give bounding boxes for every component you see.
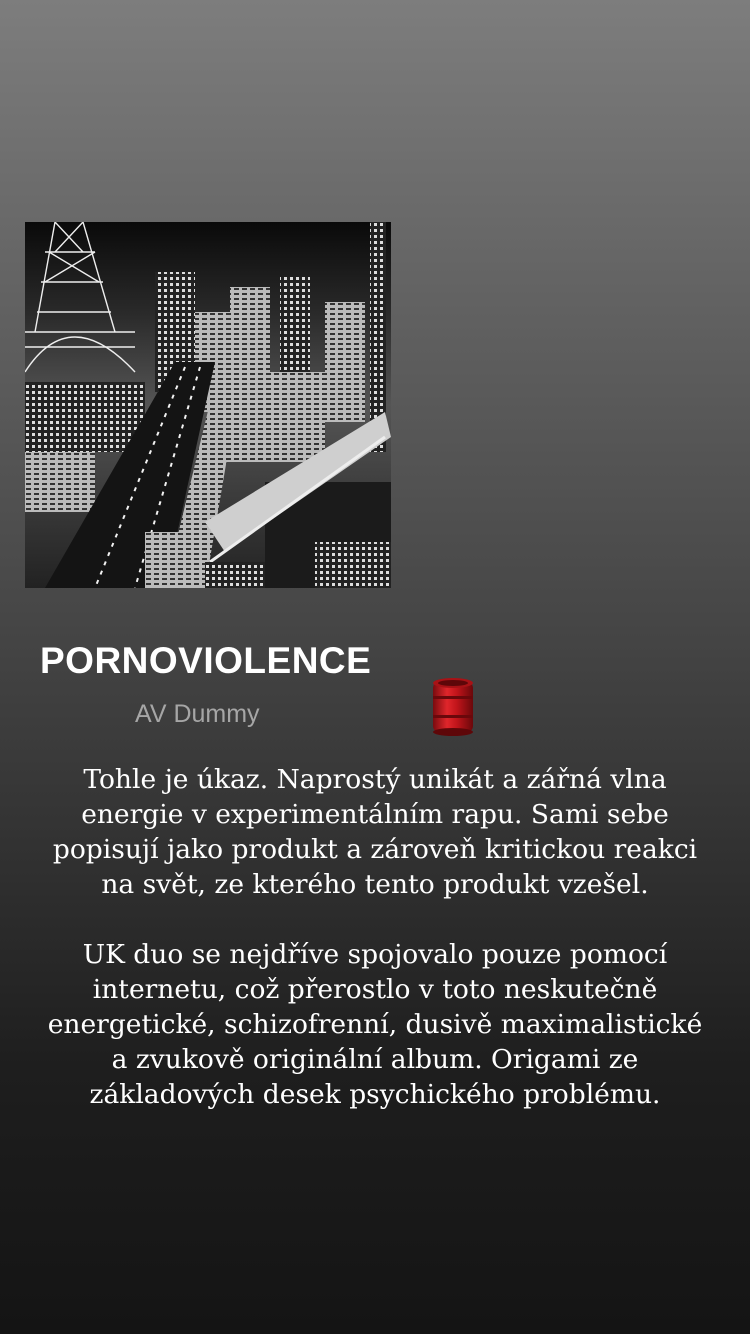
city-skyline-artwork — [25, 222, 391, 588]
album-title: PORNOVIOLENCE — [40, 640, 372, 681]
description-paragraph: UK duo se nejdříve spojovalo pouze pomocí internetu, což přerostlo v toto neskutečně energetické, schizofrenní, dusivě maximalistické a zvukově originální album. Origami ze základových desek psychického problému. — [47, 939, 703, 1110]
album-description — [40, 762, 710, 1112]
oil-barrel-icon — [431, 676, 475, 738]
artist-name: AV Dummy — [135, 700, 260, 728]
album-cover-image[interactable] — [25, 222, 391, 588]
description-paragraph: Tohle je úkaz. Naprostý unikát a zářná vlna energie v experimentálním rapu. Sami sebe popisují jako produkt a zároveň kritickou reakci na svět, ze kterého tento produkt vzešel. — [52, 764, 698, 900]
